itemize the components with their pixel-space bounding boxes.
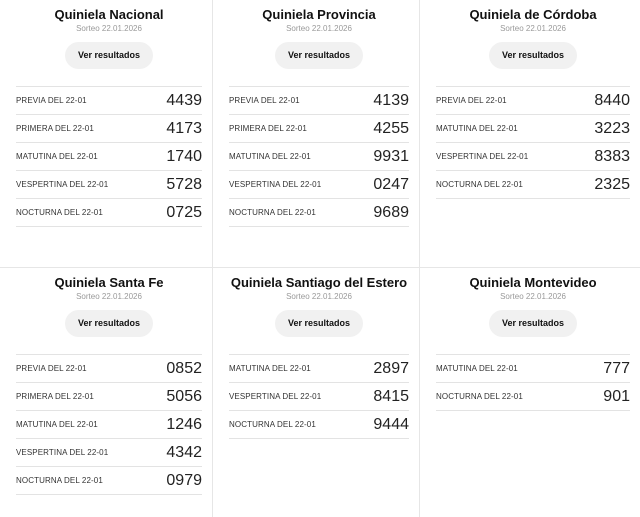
draw-label: PREVIA DEL 22-01 bbox=[229, 96, 300, 105]
draw-date: Sorteo 22.01.2026 bbox=[286, 24, 352, 33]
draw-label: MATUTINA DEL 22-01 bbox=[229, 364, 311, 373]
view-results-button[interactable]: Ver resultados bbox=[65, 42, 153, 69]
winning-number: 8440 bbox=[594, 91, 630, 109]
result-row bbox=[16, 171, 202, 199]
quiniela-card-montevideo bbox=[420, 268, 640, 517]
winning-number: 2897 bbox=[373, 359, 409, 377]
result-row bbox=[16, 115, 202, 143]
draw-label: VESPERTINA DEL 22-01 bbox=[16, 180, 109, 189]
card-title: Quiniela de Córdoba bbox=[469, 7, 597, 22]
result-row bbox=[436, 383, 630, 411]
result-row bbox=[229, 199, 409, 227]
draw-date: Sorteo 22.01.2026 bbox=[286, 292, 352, 301]
winning-number: 8415 bbox=[373, 387, 409, 405]
card-title: Quiniela Santiago del Estero bbox=[230, 275, 408, 290]
quiniela-card-cordoba bbox=[420, 0, 640, 268]
winning-number: 9444 bbox=[373, 415, 409, 433]
result-row bbox=[436, 115, 630, 143]
draw-label: PRIMERA DEL 22-01 bbox=[16, 124, 94, 133]
result-row bbox=[229, 87, 409, 115]
result-row bbox=[229, 143, 409, 171]
winning-number: 1246 bbox=[166, 415, 202, 433]
view-results-button[interactable]: Ver resultados bbox=[275, 42, 363, 69]
quiniela-card-santiago-del-estero bbox=[213, 268, 420, 517]
result-row bbox=[16, 355, 202, 383]
result-row bbox=[436, 87, 630, 115]
quiniela-card-santa-fe bbox=[0, 268, 213, 517]
winning-number: 0852 bbox=[166, 359, 202, 377]
results-list bbox=[436, 354, 630, 411]
draw-label: NOCTURNA DEL 22-01 bbox=[229, 208, 316, 217]
winning-number: 4173 bbox=[166, 119, 202, 137]
view-results-button[interactable]: Ver resultados bbox=[65, 310, 153, 337]
result-row bbox=[16, 467, 202, 495]
quiniela-card-nacional bbox=[0, 0, 213, 268]
result-row bbox=[16, 143, 202, 171]
view-results-button[interactable]: Ver resultados bbox=[275, 310, 363, 337]
winning-number: 1740 bbox=[166, 147, 202, 165]
draw-label: MATUTINA DEL 22-01 bbox=[436, 124, 518, 133]
winning-number: 5056 bbox=[166, 387, 202, 405]
winning-number: 9689 bbox=[373, 203, 409, 221]
draw-label: PRIMERA DEL 22-01 bbox=[16, 392, 94, 401]
results-list bbox=[436, 86, 630, 199]
card-title: Quiniela Santa Fe bbox=[54, 275, 164, 290]
winning-number: 2325 bbox=[594, 175, 630, 193]
card-title: Quiniela Nacional bbox=[54, 7, 164, 22]
result-row bbox=[436, 355, 630, 383]
winning-number: 9931 bbox=[373, 147, 409, 165]
quiniela-card-provincia bbox=[213, 0, 420, 268]
draw-label: NOCTURNA DEL 22-01 bbox=[16, 476, 103, 485]
winning-number: 0725 bbox=[166, 203, 202, 221]
winning-number: 5728 bbox=[166, 175, 202, 193]
result-row bbox=[16, 411, 202, 439]
winning-number: 3223 bbox=[594, 119, 630, 137]
winning-number: 901 bbox=[603, 387, 630, 405]
view-results-button[interactable]: Ver resultados bbox=[489, 42, 577, 69]
result-row bbox=[229, 355, 409, 383]
result-row bbox=[16, 439, 202, 467]
winning-number: 777 bbox=[603, 359, 630, 377]
winning-number: 4139 bbox=[373, 91, 409, 109]
draw-label: VESPERTINA DEL 22-01 bbox=[436, 152, 529, 161]
winning-number: 4439 bbox=[166, 91, 202, 109]
card-title: Quiniela Montevideo bbox=[469, 275, 597, 290]
draw-label: VESPERTINA DEL 22-01 bbox=[229, 392, 322, 401]
draw-label: VESPERTINA DEL 22-01 bbox=[229, 180, 322, 189]
winning-number: 8383 bbox=[594, 147, 630, 165]
results-list bbox=[229, 354, 409, 439]
draw-date: Sorteo 22.01.2026 bbox=[500, 292, 566, 301]
result-row bbox=[229, 383, 409, 411]
results-list bbox=[16, 354, 202, 495]
card-title: Quiniela Provincia bbox=[262, 7, 376, 22]
winning-number: 4255 bbox=[373, 119, 409, 137]
result-row bbox=[436, 143, 630, 171]
results-list bbox=[229, 86, 409, 227]
draw-date: Sorteo 22.01.2026 bbox=[500, 24, 566, 33]
winning-number: 4342 bbox=[166, 443, 202, 461]
view-results-button[interactable]: Ver resultados bbox=[489, 310, 577, 337]
draw-label: NOCTURNA DEL 22-01 bbox=[16, 208, 103, 217]
result-row bbox=[229, 411, 409, 439]
result-row bbox=[436, 171, 630, 199]
results-list bbox=[16, 86, 202, 227]
draw-label: MATUTINA DEL 22-01 bbox=[229, 152, 311, 161]
draw-label: MATUTINA DEL 22-01 bbox=[436, 364, 518, 373]
draw-date: Sorteo 22.01.2026 bbox=[76, 292, 142, 301]
draw-label: PREVIA DEL 22-01 bbox=[16, 96, 87, 105]
draw-label: NOCTURNA DEL 22-01 bbox=[229, 420, 316, 429]
result-row bbox=[16, 87, 202, 115]
result-row bbox=[229, 115, 409, 143]
winning-number: 0979 bbox=[166, 471, 202, 489]
draw-label: NOCTURNA DEL 22-01 bbox=[436, 180, 523, 189]
draw-label: PREVIA DEL 22-01 bbox=[16, 364, 87, 373]
draw-date: Sorteo 22.01.2026 bbox=[76, 24, 142, 33]
draw-label: VESPERTINA DEL 22-01 bbox=[16, 448, 109, 457]
draw-label: PRIMERA DEL 22-01 bbox=[229, 124, 307, 133]
result-row bbox=[16, 199, 202, 227]
winning-number: 0247 bbox=[373, 175, 409, 193]
draw-label: NOCTURNA DEL 22-01 bbox=[436, 392, 523, 401]
draw-label: MATUTINA DEL 22-01 bbox=[16, 420, 98, 429]
draw-label: PREVIA DEL 22-01 bbox=[436, 96, 507, 105]
result-row bbox=[16, 383, 202, 411]
draw-label: MATUTINA DEL 22-01 bbox=[16, 152, 98, 161]
result-row bbox=[229, 171, 409, 199]
